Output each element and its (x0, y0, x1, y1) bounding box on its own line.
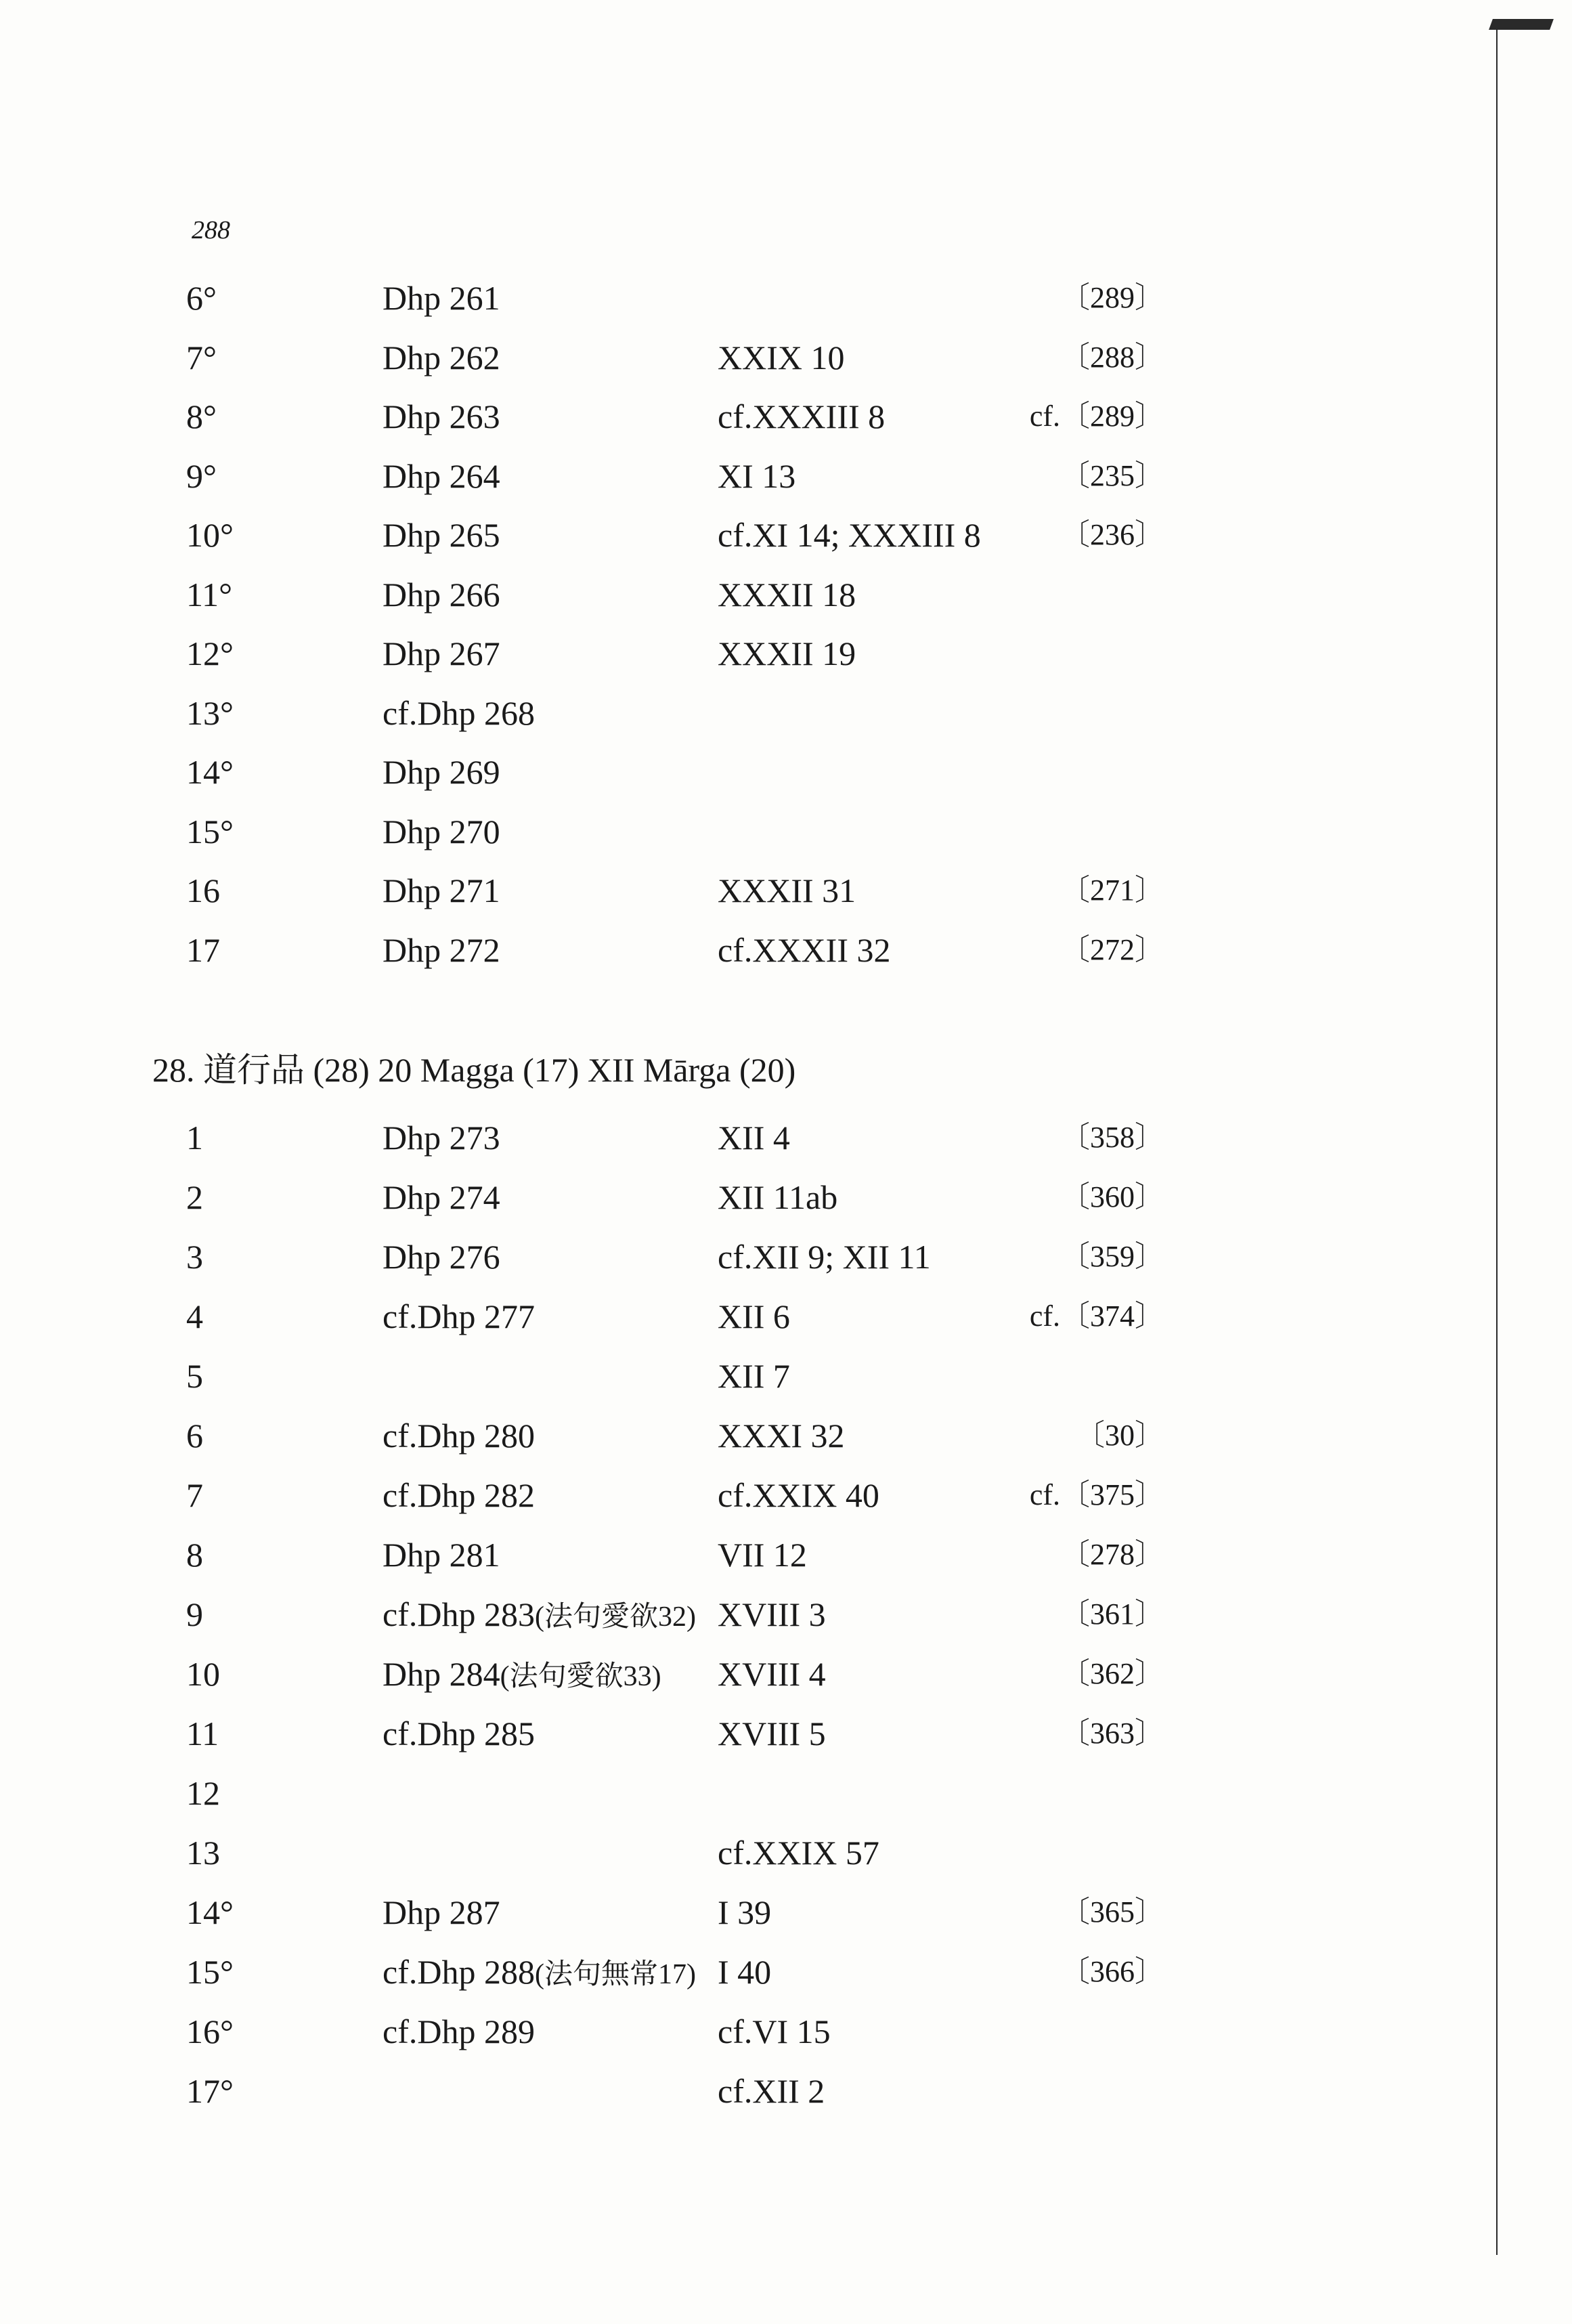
udanavarga-ref: I 39 (718, 1893, 772, 1931)
table-row (0, 452, 1572, 500)
dhammapada-ref-text: Dhp 267 (383, 634, 500, 672)
udanavarga-ref: XXIX 10 (718, 338, 845, 376)
dhammapada-ref (383, 1233, 500, 1283)
udanavarga-ref: cf.VI 15 (718, 2013, 831, 2050)
dhammapada-ref-text: cf.Dhp 268 (383, 693, 535, 732)
verse-number: 15° (186, 812, 234, 851)
table-row (0, 630, 1572, 677)
table-row (0, 689, 1572, 737)
table-row (0, 2067, 1572, 2115)
verse-number: 7 (186, 1476, 203, 1514)
dhammapada-ref-text: Dhp 263 (383, 397, 500, 435)
bracket-ref: 〔235〕 (1060, 458, 1164, 492)
udanavarga-ref: XVIII 4 (718, 1655, 826, 1693)
table-row (0, 1531, 1572, 1578)
verse-number: 6 (186, 1417, 203, 1455)
verse-number: 11° (186, 575, 233, 614)
dhammapada-ref (383, 1650, 661, 1700)
table-row (0, 1650, 1572, 1698)
udanavarga-ref: XI 13 (718, 456, 796, 495)
dhammapada-ref-text: Dhp 287 (383, 1893, 500, 1931)
bracket-ref: 〔288〕 (1060, 340, 1164, 374)
dhammapada-ref-text: Dhp 274 (383, 1178, 500, 1216)
bracket-ref: 〔236〕 (1060, 518, 1164, 551)
dhammapada-ref-text: Dhp 272 (383, 930, 500, 969)
dhammapada-ref-text: Dhp 264 (383, 456, 500, 495)
udanavarga-ref: I 40 (718, 1953, 772, 1991)
table-row (0, 1293, 1572, 1340)
table-row (0, 571, 1572, 618)
udanavarga-ref: cf.XXXIII 8 (718, 397, 886, 435)
dhammapada-ref-text: cf.Dhp 283 (383, 1595, 535, 1633)
dhammapada-ref-text: Dhp 261 (383, 279, 500, 317)
dhammapada-ref-text: Dhp 265 (383, 516, 500, 554)
dhammapada-ref-text: Dhp 281 (383, 1536, 500, 1574)
table-row (0, 1352, 1572, 1400)
verse-number: 12 (186, 1774, 220, 1812)
table-row (0, 1591, 1572, 1638)
dhammapada-ref-text: cf.Dhp 280 (383, 1417, 535, 1455)
table-row (0, 1829, 1572, 1876)
udanavarga-ref: cf.XXIX 40 (718, 1476, 879, 1514)
bracket-ref: cf.〔375〕 (1029, 1478, 1164, 1511)
table-row (0, 1948, 1572, 1996)
dhammapada-ref-text: cf.Dhp 282 (383, 1476, 535, 1514)
dhammapada-ref (383, 1531, 500, 1581)
table-row (0, 926, 1572, 974)
dhammapada-ref (383, 274, 500, 324)
table-row (0, 1889, 1572, 1936)
table-row (0, 1114, 1572, 1161)
verse-number: 7° (186, 338, 217, 376)
dhammapada-ref (383, 689, 535, 739)
verse-number: 9° (186, 456, 217, 495)
udanavarga-ref: cf.XII 2 (718, 2072, 825, 2110)
verse-number: 16° (186, 2013, 234, 2050)
udanavarga-ref: XVIII 5 (718, 1715, 826, 1752)
udanavarga-ref: XXXI 32 (718, 1417, 845, 1455)
chinese-parallel-note: (法句愛欲32) (534, 1601, 696, 1633)
bracket-ref: 〔271〕 (1060, 874, 1164, 907)
verse-number: 17° (186, 2072, 234, 2110)
verse-number: 13 (186, 1834, 220, 1872)
verse-number: 16 (186, 872, 220, 909)
table-row (0, 1471, 1572, 1519)
table-row (0, 1769, 1572, 1817)
verse-number: 3 (186, 1238, 203, 1276)
dhammapada-ref-text: Dhp 262 (383, 338, 500, 376)
verse-number: 11 (186, 1715, 219, 1752)
verse-number: 9 (186, 1595, 203, 1633)
verse-number: 6° (186, 279, 217, 317)
dhammapada-ref-text: Dhp 270 (383, 812, 500, 851)
dhammapada-ref-text: Dhp 266 (383, 575, 500, 614)
dhammapada-ref (383, 1471, 535, 1522)
udanavarga-ref: cf.XXXII 32 (718, 930, 891, 969)
verse-number: 2 (186, 1178, 203, 1216)
udanavarga-ref: cf.XI 14; XXXIII 8 (718, 516, 981, 554)
table-row (0, 1233, 1572, 1281)
bracket-ref: 〔363〕 (1060, 1717, 1164, 1750)
dhammapada-ref (383, 1293, 535, 1343)
bracket-ref: 〔359〕 (1060, 1240, 1164, 1273)
udanavarga-ref: cf.XII 9; XII 11 (718, 1238, 931, 1276)
dhammapada-ref (383, 1710, 535, 1760)
verse-number: 15° (186, 1953, 234, 1991)
dhammapada-ref-text: Dhp 284 (383, 1655, 500, 1693)
bracket-ref: 〔30〕 (1075, 1419, 1164, 1452)
section-heading: 28. 道行品 (28) 20 Magga (17) XII Mārga (20) (152, 1051, 796, 1089)
dhammapada-ref (383, 2008, 535, 2058)
bracket-ref: 〔365〕 (1060, 1895, 1164, 1929)
dhammapada-ref (383, 393, 500, 443)
dhammapada-ref (383, 867, 500, 917)
table-row (0, 511, 1572, 559)
udanavarga-ref: XXXII 31 (718, 872, 856, 909)
bracket-ref: 〔366〕 (1060, 1955, 1164, 1988)
verse-number: 12° (186, 634, 234, 672)
bracket-ref: 〔361〕 (1060, 1597, 1164, 1631)
bracket-ref: cf.〔374〕 (1029, 1299, 1164, 1333)
scan-mark (1489, 19, 1554, 30)
dhammapada-ref-text: Dhp 271 (383, 872, 500, 909)
table-row (0, 274, 1572, 322)
bracket-ref: 〔360〕 (1060, 1180, 1164, 1213)
table-row (0, 867, 1572, 914)
dhammapada-ref-text: Dhp 276 (383, 1238, 500, 1276)
dhammapada-ref (383, 452, 500, 502)
udanavarga-ref: XII 6 (718, 1297, 790, 1335)
chinese-parallel-note: (法句無常17) (534, 1959, 696, 1990)
dhammapada-ref (383, 630, 500, 680)
verse-number: 14° (186, 1893, 234, 1931)
verse-number: 8 (186, 1536, 203, 1574)
dhammapada-ref (383, 1114, 500, 1164)
udanavarga-ref: XXXII 19 (718, 634, 856, 672)
bracket-ref: cf.〔289〕 (1029, 400, 1164, 433)
verse-number: 10 (186, 1655, 220, 1693)
chinese-parallel-note: (法句愛欲33) (500, 1661, 661, 1692)
dhammapada-ref (383, 334, 500, 384)
verse-number: 1 (186, 1119, 203, 1157)
dhammapada-ref (383, 1889, 500, 1939)
verse-number: 4 (186, 1297, 203, 1335)
dhammapada-ref (383, 808, 500, 858)
dhammapada-ref-text: cf.Dhp 285 (383, 1715, 535, 1752)
dhammapada-ref-text: Dhp 273 (383, 1119, 500, 1157)
dhammapada-ref-text: cf.Dhp 289 (383, 2013, 535, 2050)
verse-number: 13° (186, 693, 234, 732)
dhammapada-ref (383, 1174, 500, 1224)
bracket-ref: 〔289〕 (1060, 281, 1164, 314)
dhammapada-ref-text: Dhp 269 (383, 753, 500, 791)
dhammapada-ref (383, 926, 500, 976)
udanavarga-ref: XXXII 18 (718, 575, 856, 614)
verse-number: 8° (186, 397, 217, 435)
dhammapada-ref (383, 1591, 696, 1641)
bracket-ref: 〔278〕 (1060, 1538, 1164, 1571)
dhammapada-ref (383, 1412, 535, 1462)
dhammapada-ref (383, 571, 500, 621)
dhammapada-ref-text: cf.Dhp 277 (383, 1297, 535, 1335)
verse-number: 14° (186, 753, 234, 791)
udanavarga-ref: VII 12 (718, 1536, 807, 1574)
verse-number: 10° (186, 516, 234, 554)
dhammapada-ref (383, 511, 500, 561)
udanavarga-ref: XVIII 3 (718, 1595, 826, 1633)
dhammapada-ref (383, 748, 500, 798)
bracket-ref: 〔362〕 (1060, 1657, 1164, 1690)
udanavarga-ref: XII 11ab (718, 1178, 838, 1216)
table-row (0, 2008, 1572, 2055)
verse-number: 17 (186, 930, 220, 969)
bracket-ref: 〔272〕 (1060, 932, 1164, 966)
bracket-ref: 〔358〕 (1060, 1121, 1164, 1154)
table-row (0, 1174, 1572, 1221)
page-number: 288 (192, 216, 230, 244)
table-row (0, 393, 1572, 440)
table-row (0, 1710, 1572, 1757)
udanavarga-ref: XII 7 (718, 1357, 790, 1395)
udanavarga-ref: XII 4 (718, 1119, 790, 1157)
table-row (0, 1412, 1572, 1459)
table-row (0, 808, 1572, 855)
verse-number: 5 (186, 1357, 203, 1395)
table-row (0, 748, 1572, 796)
dhammapada-ref-text: cf.Dhp 288 (383, 1953, 535, 1991)
dhammapada-ref (383, 1948, 696, 1998)
table-row (0, 334, 1572, 381)
udanavarga-ref: cf.XXIX 57 (718, 1834, 879, 1872)
